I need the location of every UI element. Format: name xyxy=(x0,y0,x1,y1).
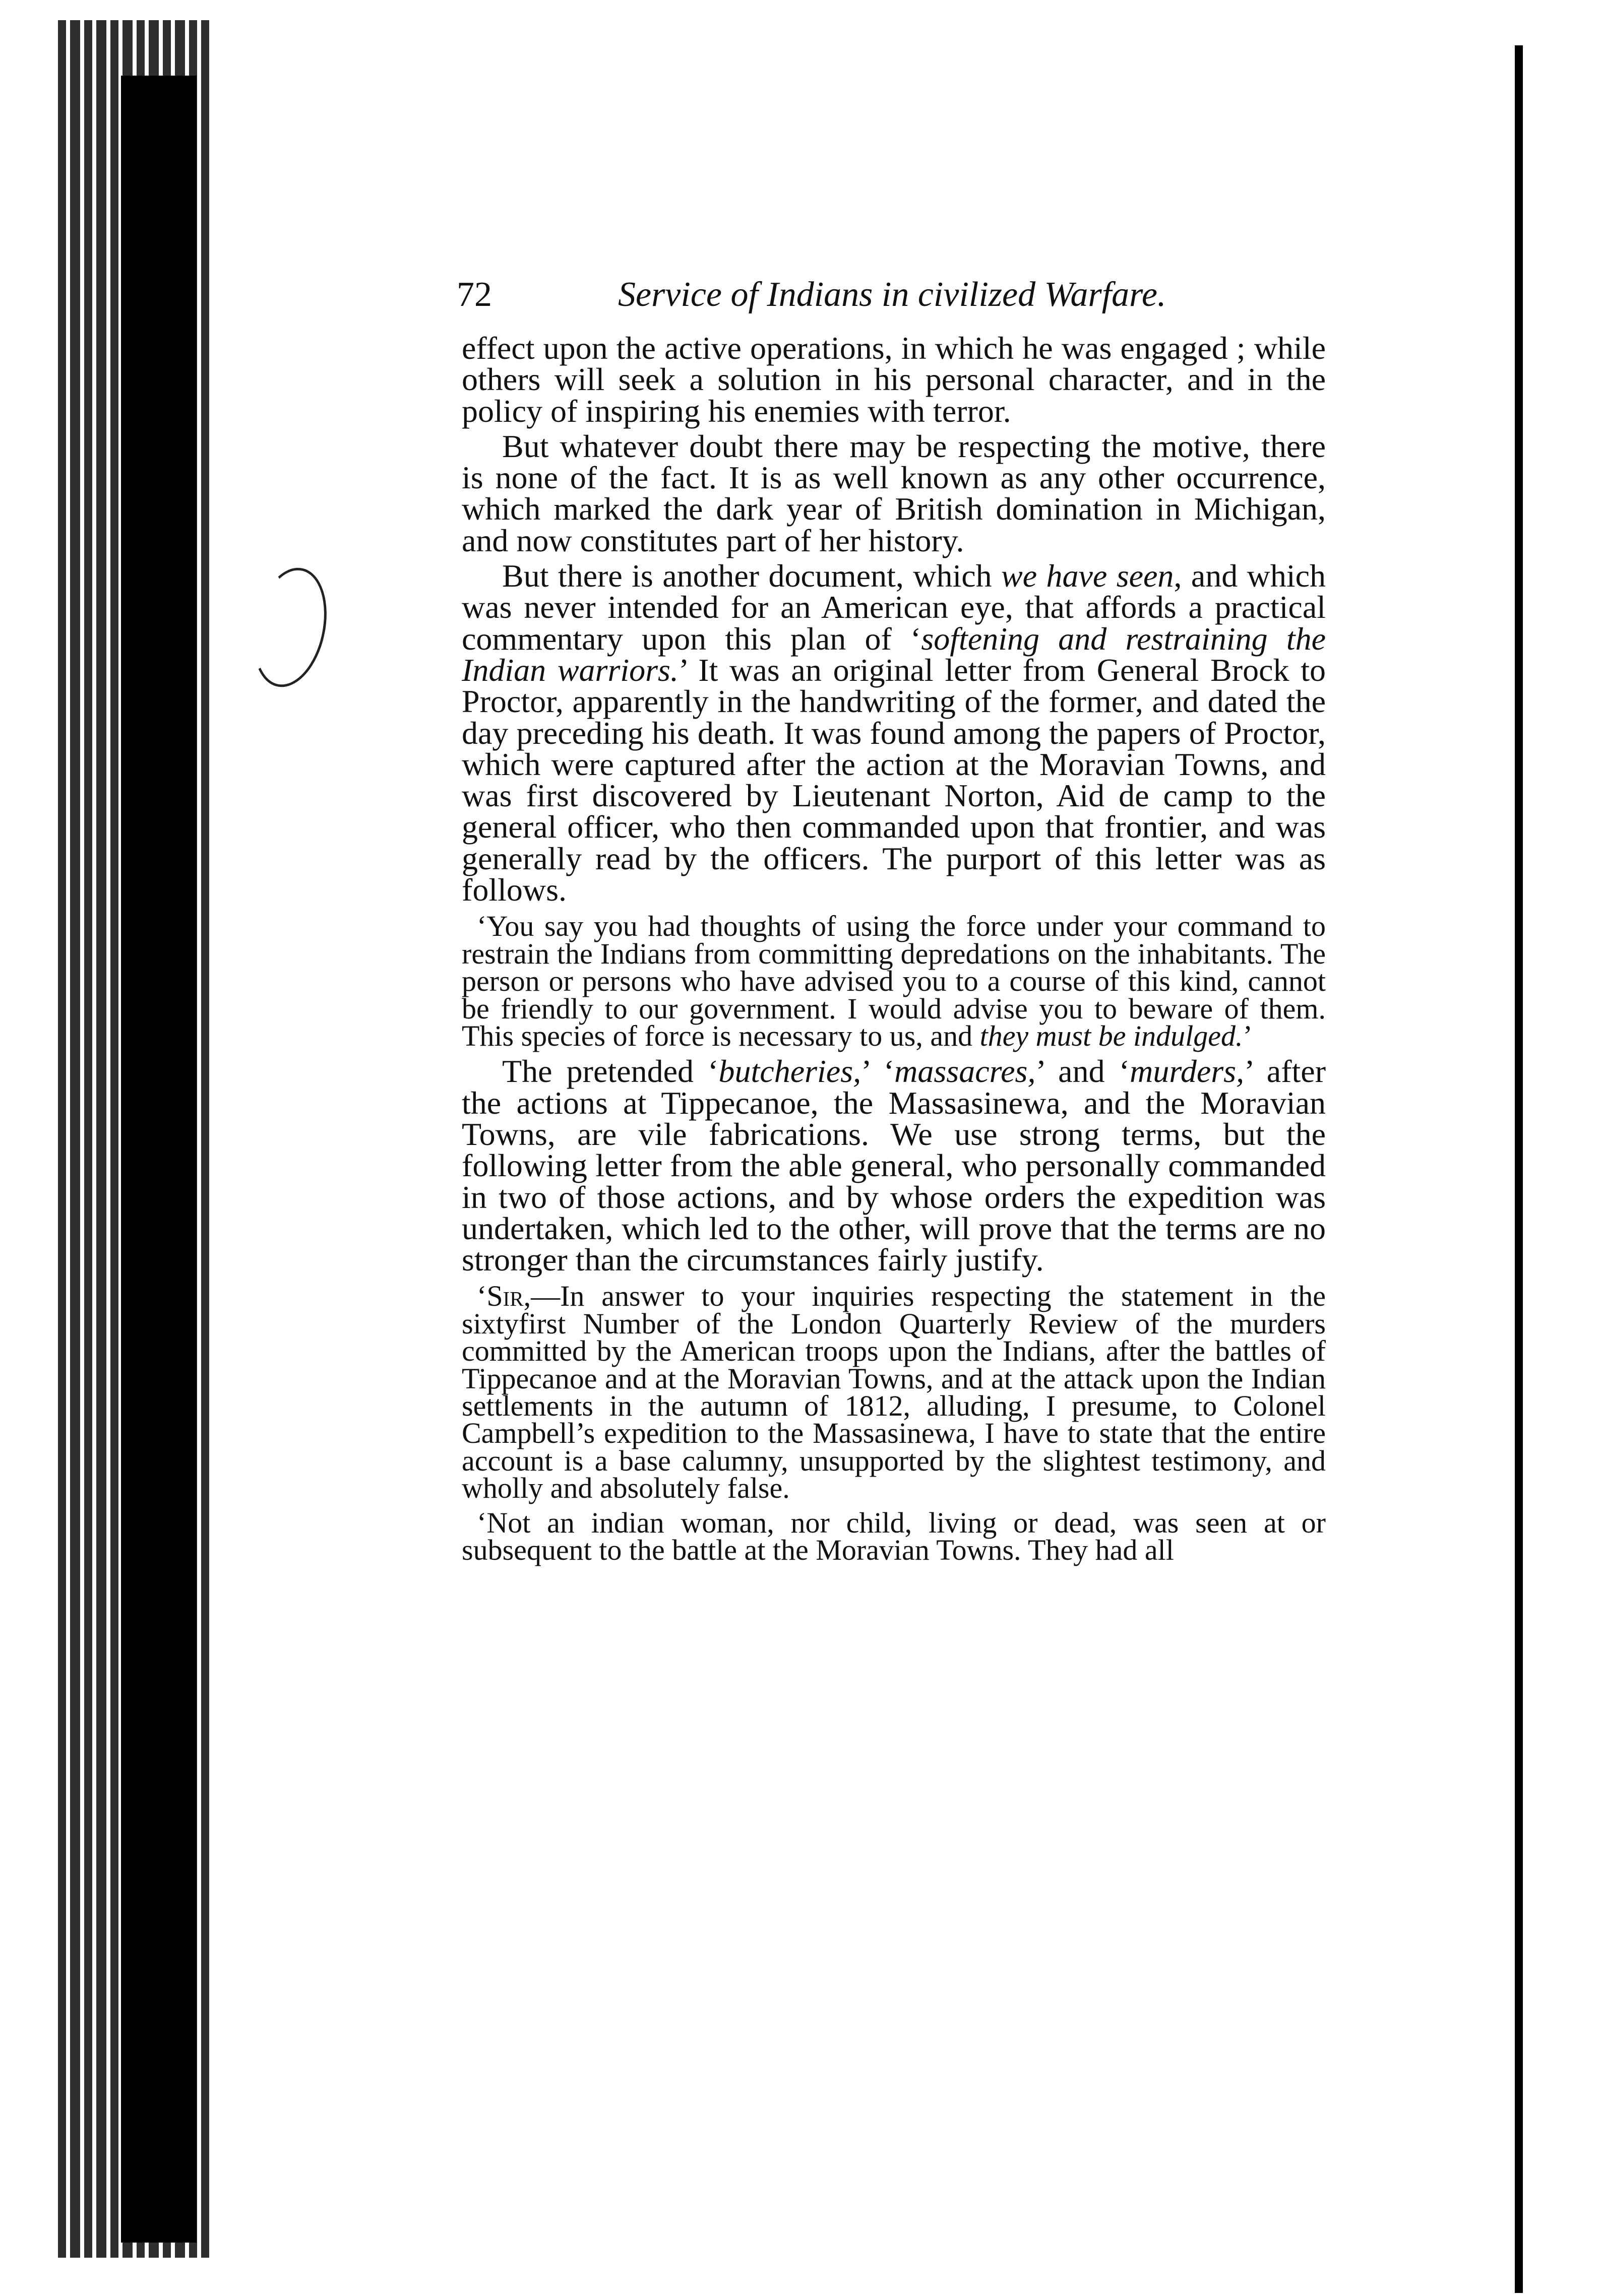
margin-pencil-mark xyxy=(243,561,337,694)
page-number: 72 xyxy=(457,275,492,314)
quote-text: —In answer to your inquiries respecting the statement in the sixtyfirst Number of the London Quarterly Review of the murders committed by the American troops upon the Indians, after the battles of Tippecanoe and at the Moravian Towns, and at the attack upon the Indian settlements in the autumn of 1812, alluding, I presume, to Colonel Campbell’s expedition to the Massasinewa, I have to state that the entire account is a base calumny, unsupported by the slightest testimony, and wholly and absolutely false. xyxy=(462,1280,1326,1505)
paragraph-text: ’ and ‘ xyxy=(1035,1053,1130,1090)
page-edge xyxy=(1515,45,1523,2293)
paragraph-text: But there is another document, which xyxy=(502,558,1002,594)
italic-phrase: massacres, xyxy=(894,1053,1036,1090)
quote-text: ‘Not an indian woman, nor child, living or dead, was seen at or subsequent to the battle at the Moravian Towns. They had all xyxy=(462,1506,1326,1567)
binding-edge xyxy=(121,76,197,2243)
quote-text: ‘ xyxy=(477,1280,487,1313)
paragraph-text: effect upon the active operations, in which he was engaged ; while others will seek a solution in his personal character, and in the policy of inspiring his enemies with terror. xyxy=(462,330,1326,429)
paragraph-text: But whatever doubt there may be respecting the motive, there is none of the fact. It is as well known as any other occurrence, which marked the dark year of British domination in Michigan, and now constitutes part of her history. xyxy=(462,428,1326,558)
paragraph-text: ’ after the actions at Tippecanoe, the Massasinewa, and the Moravian Towns, are vile fabrications. We use strong terms, but the following letter from the able general, who personally commanded in two of those actions, and by whose orders the expedition was undertaken, which led to the other, will prove that the terms are no stronger than the circumstances fairly justify. xyxy=(462,1053,1326,1278)
italic-phrase: murders, xyxy=(1130,1053,1245,1090)
italic-phrase: softening and restraining the Indian warriors. xyxy=(462,620,1326,688)
paragraph xyxy=(462,330,1326,429)
quoted-letter xyxy=(462,1506,1326,1567)
paragraph-text: , and which was never intended for an American eye, that affords a practical commentary upon this plan of ‘ xyxy=(462,558,1326,657)
running-head xyxy=(457,267,1193,323)
italic-phrase: they must be indulged. xyxy=(979,1019,1243,1052)
salutation: Sir, xyxy=(486,1280,531,1313)
italic-phrase: butcheries, xyxy=(718,1053,861,1090)
italic-phrase: we have seen xyxy=(1001,558,1174,594)
paragraph-text: ’ It was an original letter from General Brock to Proctor, apparently in the handwriting of the former, and dated the day preceding his death. It was found among the papers of Proctor, which were captured after the action at the Moravian Towns, and was first discovered by Lieutenant Norton, Aid de camp to the general officer, who then commanded upon that frontier, and was generally read by the officers. The purport of this letter was as follows. xyxy=(462,652,1326,908)
paragraph xyxy=(462,1053,1326,1278)
paragraph-text: The pretended ‘ xyxy=(502,1053,719,1090)
quoted-letter xyxy=(462,1280,1326,1505)
running-title: Service of Indians in civilized Warfare. xyxy=(618,275,1166,314)
paragraph-text: ’ ‘ xyxy=(861,1053,895,1090)
quote-text: ‘You say you had thoughts of using the force under your command to restrain the Indians from committing depredations on the inhabitants. The person or persons who have advised you to a course of this kind, cannot be friendly to our government. I would advise you to beware of them. This species of force is necessary to us, and xyxy=(462,910,1326,1052)
paragraph xyxy=(462,428,1326,558)
main-text xyxy=(462,330,1326,1567)
paragraph xyxy=(462,560,1326,906)
quoted-letter xyxy=(462,910,1326,1052)
quote-text: ’ xyxy=(1243,1019,1253,1052)
